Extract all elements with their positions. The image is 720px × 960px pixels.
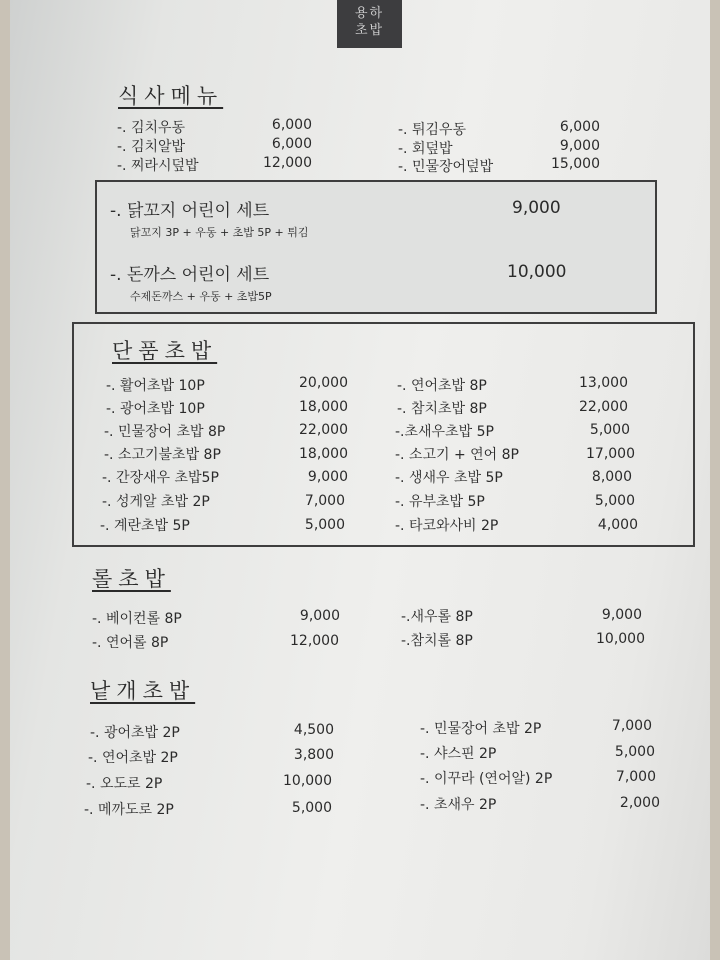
kids-set-price: 10,000 [507, 262, 567, 282]
single-item-price: 18,000 [299, 399, 348, 415]
roll-item-price: 9,000 [601, 607, 642, 623]
single-item-name: -. 생새우 초밥 5P [395, 470, 503, 486]
single-item-name: -. 타코와사비 2P [395, 518, 499, 534]
single-item-name: -. 광어초밥 10P [106, 401, 205, 417]
nigiri-item-name: -. 샤스핀 2P [420, 746, 497, 762]
kids-set-desc: 수제돈까스 + 우동 + 초밥5P [130, 290, 272, 303]
nigiri-item-price: 4,500 [293, 722, 334, 738]
logo-line1: 용하 [354, 6, 385, 21]
single-item-price: 22,000 [299, 422, 348, 438]
roll-item-name: -.새우롤 8P [401, 609, 473, 625]
single-item-name: -. 소고기불초밥 8P [104, 447, 221, 463]
single-item-price: 4,000 [597, 517, 638, 533]
meal-item-price: 6,000 [559, 119, 600, 135]
nigiri-item-name: -. 이꾸라 (연어알) 2P [420, 771, 553, 787]
single-item-name: -. 계란초밥 5P [100, 518, 190, 534]
meal-item-price: 9,000 [559, 138, 600, 154]
nigiri-item-price: 7,000 [615, 769, 656, 785]
nigiri-item-name: -. 민물장어 초밥 2P [420, 721, 542, 737]
roll-item-price: 12,000 [290, 633, 339, 649]
nigiri-item-price: 7,000 [611, 718, 652, 734]
meal-item-price: 15,000 [551, 156, 600, 172]
single-item-name: -. 민물장어 초밥 8P [104, 424, 226, 440]
nigiri-item-name: -. 연어초밥 2P [88, 750, 178, 766]
roll-item-price: 10,000 [596, 631, 645, 647]
single-item-price: 17,000 [586, 446, 635, 462]
single-item-price: 8,000 [591, 469, 632, 485]
nigiri-item-price: 2,000 [619, 795, 660, 811]
meal-item-price: 12,000 [263, 155, 312, 171]
roll-item-price: 9,000 [299, 608, 340, 624]
logo-line2: 초밥 [354, 23, 385, 38]
nigiri-item-price: 3,800 [293, 747, 334, 763]
nigiri-item-name: -. 메까도로 2P [84, 802, 174, 818]
meal-item-name: -. 찌라시덮밥 [117, 158, 199, 174]
nigiri-item-price: 5,000 [614, 744, 655, 760]
single-item-price: 5,000 [589, 422, 630, 438]
single-item-name: -.초새우초밥 5P [395, 424, 494, 440]
single-item-name: -. 참치초밥 8P [397, 401, 487, 417]
single-item-name: -. 소고기 + 연어 8P [395, 447, 520, 463]
single-item-name: -. 활어초밥 10P [106, 378, 205, 394]
single-item-price: 18,000 [299, 446, 348, 462]
kids-set-desc: 닭꼬지 3P + 우동 + 초밥 5P + 튀김 [130, 226, 309, 239]
meal-title: 식사메뉴 [118, 84, 224, 108]
single-item-price: 5,000 [304, 517, 345, 533]
kids-set-name: -. 닭꼬지 어린이 세트 [110, 201, 270, 221]
kids-set-name: -. 돈까스 어린이 세트 [110, 265, 270, 285]
single-item-price: 9,000 [307, 469, 348, 485]
nigiri-item-name: -. 오도로 2P [86, 776, 163, 792]
nigiri-item-name: -. 초새우 2P [420, 797, 497, 813]
nigiri-item-price: 5,000 [291, 800, 332, 816]
single-item-name: -. 유부초밥 5P [395, 494, 485, 510]
roll-item-name: -.참치롤 8P [401, 633, 473, 649]
single-item-price: 5,000 [594, 493, 635, 509]
nigiri-item-price: 10,000 [283, 773, 332, 789]
single-item-price: 22,000 [579, 399, 628, 415]
roll-title: 롤초밥 [92, 567, 171, 591]
single-item-price: 13,000 [579, 375, 628, 391]
meal-item-name: -. 회덮밥 [398, 141, 453, 157]
meal-item-price: 6,000 [271, 136, 312, 152]
roll-item-name: -. 베이컨롤 8P [92, 611, 182, 627]
meal-item-name: -. 김치우동 [117, 120, 186, 136]
meal-item-name: -. 민물장어덮밥 [398, 159, 494, 175]
nigiri-item-name: -. 광어초밥 2P [90, 725, 180, 741]
meal-item-name: -. 튀김우동 [398, 122, 467, 138]
single-item-name: -. 성게알 초밥 2P [102, 494, 210, 510]
meal-item-price: 6,000 [271, 117, 312, 133]
nigiri-title: 낱개초밥 [90, 679, 196, 703]
logo [337, 0, 402, 48]
single-item-name: -. 간장새우 초밥5P [102, 470, 219, 486]
single-item-price: 20,000 [299, 375, 348, 391]
single-item-price: 7,000 [304, 493, 345, 509]
kids-set-price: 9,000 [512, 198, 561, 218]
roll-item-name: -. 연어롤 8P [92, 635, 169, 651]
meal-item-name: -. 김치알밥 [117, 139, 186, 155]
single-item-name: -. 연어초밥 8P [397, 378, 487, 394]
single-title: 단품초밥 [112, 339, 218, 363]
